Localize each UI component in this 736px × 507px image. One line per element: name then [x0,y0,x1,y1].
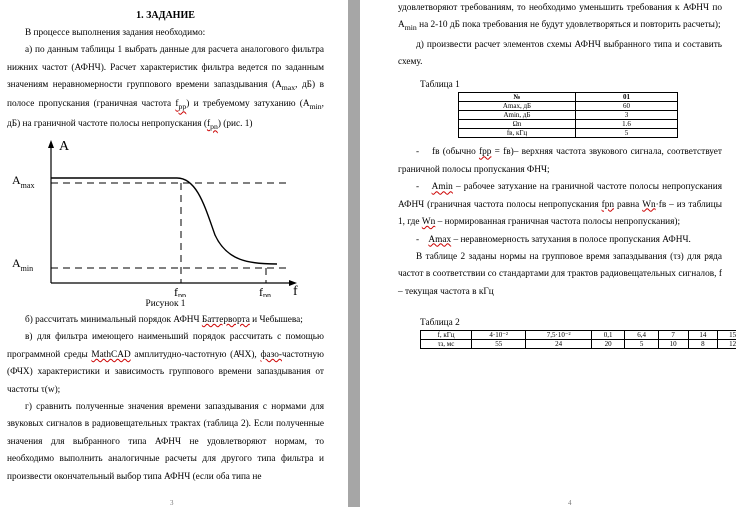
table-row: τз, мс 55 24 20 5 10 8 12 [421,340,736,349]
amin-label: $A_{min}$ [12,256,34,274]
bullet-amax: - Amax – неравномерность затухания в полосе пропускания АФНЧ. [416,234,691,245]
figure-caption: Рисунок 1 [145,299,186,310]
item-b-text: б) рассчитать минимальный порядок АФНЧ Баттерворта и Чебышева; [25,315,303,326]
table1-header-row: № 01 [459,93,678,102]
y-axis-arrow [48,140,54,148]
page-right [360,0,736,507]
attenuation-figure [9,137,309,297]
section-heading: 1. ЗАДАНИЕ [136,10,195,21]
table1-label: Таблица 1 [420,80,460,91]
bullet-fv: - fв (обычно fpp = fв)– верхняя частота звукового сигнала, соответствует граничной полосы пропускания ФНЧ; [398,147,722,175]
table-row: Ωn 1.6 [459,120,678,129]
table1 [458,92,678,138]
page-number: 4 [568,499,572,507]
table2-label: Таблица 2 [420,318,460,329]
intro-text: В процессе выполнения задания необходимо: [25,28,206,38]
table-row: fв, кГц 5 [459,129,678,138]
item-a-text: а) по данным таблицы 1 выбрать данные для расчета аналогового фильтра нижних частот (АФНЧ). Расчет характеристик фильтра ведется по заданным значениям неравномерности группового времени запаздывания ($A_{max}$, дБ) в полосе пропускания (граничная частота $f_{pp}$) и требуемому затуханию ($A_{min}$, дБ) на граничной частоте полосы непропускания $(f_{pn})$ (рис. 1) [7,45,324,131]
attenuation-curve [51,178,277,264]
fpn-label: fpn [259,285,271,298]
item-v-text: в) для фильтра имеющего наименьший порядок рассчитать с помощью программной среды MathCAD амплитудно-частотную (АЧХ), фазо-частотную (ФЧХ) характеристики и зависимость группового времени запаздывания от частоты τ(w); [7,332,324,395]
page-left [0,0,348,507]
page-number: 3 [170,499,174,507]
bullet-amin: - Amin – рабочее затухание на граничной частоте полосы непропускания АФНЧ (граничная частота полосы непропускания fpn равна Wn·fв – из таблицы 1, где Wn – нормированная граничная частота полосы непропускания); [398,182,722,228]
table2-intro: В таблице 2 заданы нормы на групповое время запаздывания (τз) для ряда частот в соответствии со стандартами для трактов радиовещательных сигналов, f – текущая частота в кГц [398,251,722,297]
table-row: Amin, дБ 3 [459,111,678,120]
y-axis-label: A [59,139,70,155]
table2 [420,330,736,349]
item-d-text: д) произвести расчет элементов схемы АФНЧ выбранного типа и составить схему. [398,39,722,68]
continuation-text: удовлетворяют требованиям, то необходимо уменьшить требования к АФНЧ по $A_{min}$ на 2-10 дБ пока требования не будут удовлетворяться и повторить расчеты); [398,3,722,33]
table-row: Amax, дБ 60 [459,102,678,111]
item-g-text: г) сравнить полученные значения времени запаздывания с нормами для звуковых сигналов в радиовещательных трактах (таблица 2). Если полученные значения для выбранного типа АФНЧ не удовлетворяют нормам, то необходимо выполнить аналогичные расчеты для другого типа фильтра и произвести окончательный выбор типа АФНЧ (если оба типа не [7,402,324,482]
x-axis-label: f [293,284,298,298]
attenuation-diagram [9,137,309,297]
table-row: f, кГц 4·10⁻² 7,5·10⁻² 0,1 6,4 7 14 15 [421,331,736,340]
fpp-label: fpp [174,285,186,298]
amax-label: $A_{max}$ [12,173,35,191]
page-gap [348,0,360,507]
